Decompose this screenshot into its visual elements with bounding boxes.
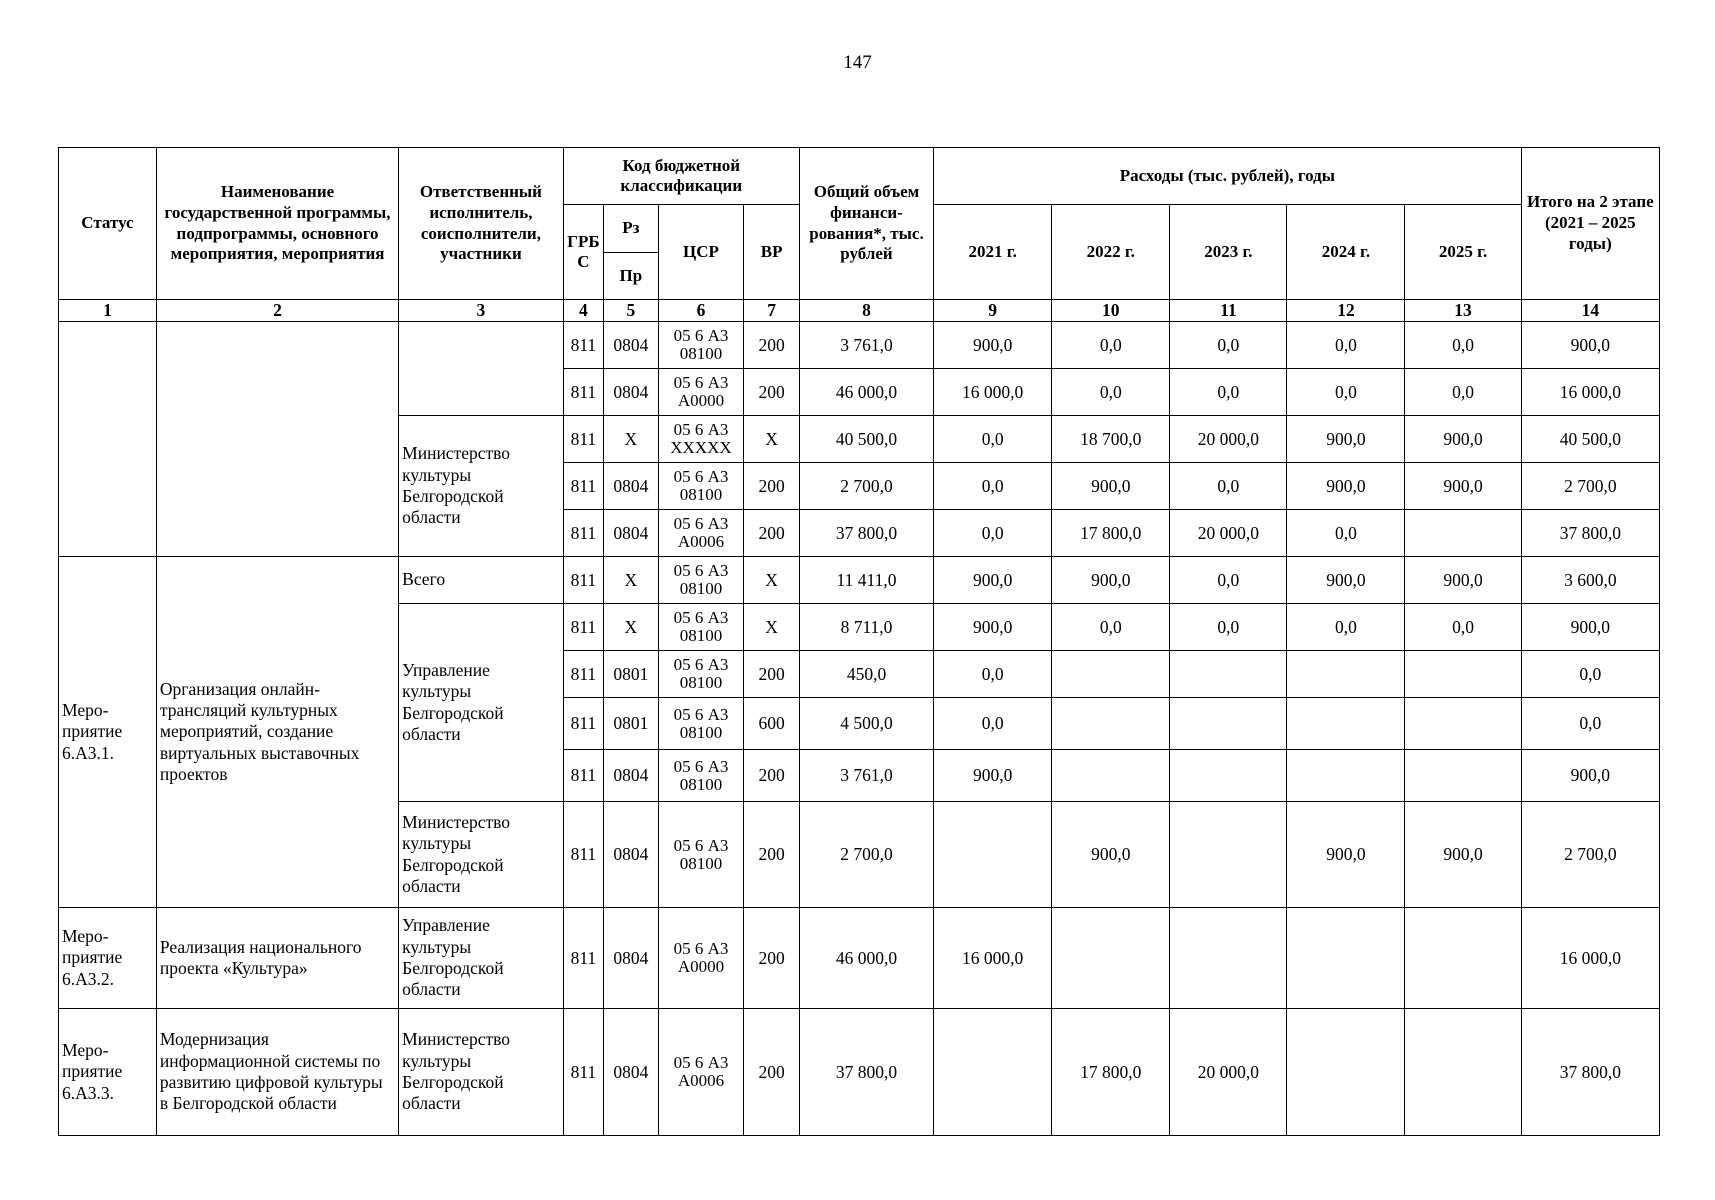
rz-cell: 0801	[604, 698, 659, 750]
header-expenses: Расходы (тыс. рублей), годы	[934, 148, 1522, 205]
year-2023-cell: 0,0	[1170, 557, 1287, 604]
column-number: 9	[934, 300, 1052, 322]
column-number: 6	[658, 300, 744, 322]
year-2021-cell: 0,0	[934, 463, 1052, 510]
status-cell: Меро-приятие 6.А3.2.	[59, 908, 157, 1009]
total-stage-cell: 40 500,0	[1521, 416, 1659, 463]
rz-cell: 0804	[604, 322, 659, 369]
year-2022-cell: 0,0	[1052, 604, 1170, 651]
name-cell: Модернизация информационной системы по развитию цифровой культуры в Белгородской области	[156, 1009, 398, 1136]
year-2025-cell: 0,0	[1405, 604, 1521, 651]
total-volume-cell: 37 800,0	[799, 510, 933, 557]
year-2023-cell: 0,0	[1170, 322, 1287, 369]
year-2023-cell: 20 000,0	[1170, 510, 1287, 557]
column-number: 3	[399, 300, 564, 322]
responsible-cell: Всего	[399, 557, 564, 604]
rz-cell: 0801	[604, 651, 659, 698]
year-2025-cell	[1405, 698, 1521, 750]
year-2024-cell: 900,0	[1287, 463, 1405, 510]
header-grbs: ГРБС	[563, 205, 603, 300]
year-2022-cell	[1052, 750, 1170, 802]
csr-cell: 05 6 А3 А0006	[658, 510, 744, 557]
year-2023-cell: 0,0	[1170, 604, 1287, 651]
grbs-cell: 811	[563, 604, 603, 651]
rz-cell: 0804	[604, 510, 659, 557]
name-cell: Организация онлайн-трансляций культурных мероприятий, создание виртуальных выставочных проектов	[156, 557, 398, 908]
year-2021-cell	[934, 802, 1052, 908]
vr-cell: 600	[744, 698, 800, 750]
rz-cell: 0804	[604, 1009, 659, 1136]
total-stage-cell: 16 000,0	[1521, 369, 1659, 416]
total-stage-cell: 37 800,0	[1521, 510, 1659, 557]
header-total-volume: Общий объем финанси-рования*, тыс. рублей	[799, 148, 933, 300]
vr-cell: Х	[744, 557, 800, 604]
grbs-cell: 811	[563, 510, 603, 557]
csr-cell: 05 6 А3 А0000	[658, 369, 744, 416]
column-number: 2	[156, 300, 398, 322]
year-2022-cell	[1052, 698, 1170, 750]
vr-cell: Х	[744, 604, 800, 651]
responsible-cell: Управление культуры Белгородской области	[399, 604, 564, 802]
column-number: 1	[59, 300, 157, 322]
year-2024-cell	[1287, 698, 1405, 750]
year-2024-cell	[1287, 750, 1405, 802]
total-stage-cell: 900,0	[1521, 322, 1659, 369]
year-2021-cell: 900,0	[934, 750, 1052, 802]
year-2024-cell	[1287, 908, 1405, 1009]
year-2023-cell	[1170, 698, 1287, 750]
year-2025-cell: 900,0	[1405, 416, 1521, 463]
total-volume-cell: 4 500,0	[799, 698, 933, 750]
total-stage-cell: 37 800,0	[1521, 1009, 1659, 1136]
column-number: 10	[1052, 300, 1170, 322]
total-stage-cell: 2 700,0	[1521, 463, 1659, 510]
header-2022: 2022 г.	[1052, 205, 1170, 300]
header-pr: Пр	[604, 253, 659, 300]
responsible-cell	[399, 322, 564, 416]
header-2025: 2025 г.	[1405, 205, 1521, 300]
rz-cell: Х	[604, 416, 659, 463]
vr-cell: 200	[744, 1009, 800, 1136]
table-row	[59, 322, 1660, 369]
year-2024-cell: 0,0	[1287, 510, 1405, 557]
header-name: Наименование государственной программы, подпрограммы, основного мероприятия, мероприятия	[156, 148, 398, 300]
year-2021-cell	[934, 1009, 1052, 1136]
table-row	[59, 908, 1660, 1009]
header-budget-code: Код бюджетной классификации	[563, 148, 799, 205]
year-2021-cell: 0,0	[934, 510, 1052, 557]
total-volume-cell: 11 411,0	[799, 557, 933, 604]
vr-cell: 200	[744, 463, 800, 510]
total-volume-cell: 2 700,0	[799, 802, 933, 908]
total-volume-cell: 37 800,0	[799, 1009, 933, 1136]
year-2024-cell	[1287, 1009, 1405, 1136]
year-2021-cell: 16 000,0	[934, 908, 1052, 1009]
header-vr: ВР	[744, 205, 800, 300]
name-cell	[156, 322, 398, 557]
total-stage-cell: 2 700,0	[1521, 802, 1659, 908]
rz-cell: 0804	[604, 802, 659, 908]
total-stage-cell: 900,0	[1521, 604, 1659, 651]
name-cell: Реализация национального проекта «Культура»	[156, 908, 398, 1009]
total-volume-cell: 3 761,0	[799, 750, 933, 802]
table-row	[59, 1009, 1660, 1136]
csr-cell: 05 6 А3 08100	[658, 698, 744, 750]
grbs-cell: 811	[563, 802, 603, 908]
csr-cell: 05 6 А3 А0000	[658, 908, 744, 1009]
column-number: 5	[604, 300, 659, 322]
grbs-cell: 811	[563, 750, 603, 802]
csr-cell: 05 6 А3 08100	[658, 750, 744, 802]
vr-cell: 200	[744, 322, 800, 369]
year-2021-cell: 900,0	[934, 322, 1052, 369]
rz-cell: Х	[604, 557, 659, 604]
header-2021: 2021 г.	[934, 205, 1052, 300]
year-2025-cell: 0,0	[1405, 369, 1521, 416]
csr-cell: 05 6 А3 08100	[658, 651, 744, 698]
budget-table	[58, 147, 1660, 1136]
column-number: 4	[563, 300, 603, 322]
grbs-cell: 811	[563, 557, 603, 604]
year-2023-cell: 0,0	[1170, 463, 1287, 510]
total-stage-cell: 0,0	[1521, 651, 1659, 698]
column-number-row	[59, 300, 1660, 322]
grbs-cell: 811	[563, 369, 603, 416]
total-stage-cell: 900,0	[1521, 750, 1659, 802]
year-2022-cell: 17 800,0	[1052, 1009, 1170, 1136]
year-2024-cell: 900,0	[1287, 416, 1405, 463]
year-2024-cell: 900,0	[1287, 557, 1405, 604]
rz-cell: 0804	[604, 369, 659, 416]
year-2025-cell: 900,0	[1405, 557, 1521, 604]
header-status: Статус	[59, 148, 157, 300]
year-2023-cell: 20 000,0	[1170, 1009, 1287, 1136]
vr-cell: 200	[744, 510, 800, 557]
csr-cell: 05 6 А3 08100	[658, 557, 744, 604]
header-2023: 2023 г.	[1170, 205, 1287, 300]
year-2025-cell	[1405, 510, 1521, 557]
total-stage-cell: 16 000,0	[1521, 908, 1659, 1009]
rz-cell: 0804	[604, 908, 659, 1009]
year-2023-cell: 20 000,0	[1170, 416, 1287, 463]
responsible-cell: Министерство культуры Белгородской области	[399, 1009, 564, 1136]
grbs-cell: 811	[563, 416, 603, 463]
year-2022-cell: 18 700,0	[1052, 416, 1170, 463]
year-2024-cell: 0,0	[1287, 604, 1405, 651]
rz-cell: 0804	[604, 750, 659, 802]
grbs-cell: 811	[563, 698, 603, 750]
year-2023-cell	[1170, 802, 1287, 908]
year-2022-cell: 900,0	[1052, 463, 1170, 510]
total-volume-cell: 450,0	[799, 651, 933, 698]
column-number: 12	[1287, 300, 1405, 322]
year-2022-cell: 0,0	[1052, 322, 1170, 369]
grbs-cell: 811	[563, 463, 603, 510]
year-2023-cell	[1170, 908, 1287, 1009]
responsible-cell: Управление культуры Белгородской области	[399, 908, 564, 1009]
header-rz: Рз	[604, 205, 659, 253]
status-cell: Меро-приятие 6.А3.1.	[59, 557, 157, 908]
year-2022-cell: 17 800,0	[1052, 510, 1170, 557]
year-2025-cell: 900,0	[1405, 463, 1521, 510]
grbs-cell: 811	[563, 651, 603, 698]
rz-cell: Х	[604, 604, 659, 651]
year-2021-cell: 0,0	[934, 698, 1052, 750]
year-2025-cell: 0,0	[1405, 322, 1521, 369]
total-volume-cell: 40 500,0	[799, 416, 933, 463]
total-volume-cell: 3 761,0	[799, 322, 933, 369]
year-2024-cell	[1287, 651, 1405, 698]
grbs-cell: 811	[563, 908, 603, 1009]
header-responsible: Ответственный исполнитель, соисполнители, участники	[399, 148, 564, 300]
csr-cell: 05 6 А3 А0006	[658, 1009, 744, 1136]
year-2021-cell: 900,0	[934, 604, 1052, 651]
status-cell	[59, 322, 157, 557]
vr-cell: Х	[744, 416, 800, 463]
table-row	[59, 557, 1660, 604]
year-2023-cell	[1170, 750, 1287, 802]
page-number: 147	[843, 52, 872, 73]
year-2025-cell	[1405, 1009, 1521, 1136]
responsible-cell: Министерство культуры Белгородской области	[399, 416, 564, 557]
year-2023-cell: 0,0	[1170, 369, 1287, 416]
total-volume-cell: 8 711,0	[799, 604, 933, 651]
year-2022-cell	[1052, 908, 1170, 1009]
year-2025-cell	[1405, 908, 1521, 1009]
year-2022-cell: 900,0	[1052, 557, 1170, 604]
year-2023-cell	[1170, 651, 1287, 698]
header-total-stage: Итого на 2 этапе (2021 – 2025 годы)	[1521, 148, 1659, 300]
year-2024-cell: 0,0	[1287, 322, 1405, 369]
csr-cell: 05 6 А3 ХХХХХ	[658, 416, 744, 463]
header-2024: 2024 г.	[1287, 205, 1405, 300]
year-2024-cell: 0,0	[1287, 369, 1405, 416]
csr-cell: 05 6 А3 08100	[658, 463, 744, 510]
grbs-cell: 811	[563, 322, 603, 369]
column-number: 8	[799, 300, 933, 322]
column-number: 11	[1170, 300, 1287, 322]
year-2022-cell	[1052, 651, 1170, 698]
csr-cell: 05 6 А3 08100	[658, 802, 744, 908]
vr-cell: 200	[744, 908, 800, 1009]
vr-cell: 200	[744, 651, 800, 698]
year-2021-cell: 0,0	[934, 416, 1052, 463]
year-2025-cell	[1405, 750, 1521, 802]
total-stage-cell: 0,0	[1521, 698, 1659, 750]
year-2025-cell: 900,0	[1405, 802, 1521, 908]
vr-cell: 200	[744, 802, 800, 908]
responsible-cell: Министерство культуры Белгородской области	[399, 802, 564, 908]
csr-cell: 05 6 А3 08100	[658, 604, 744, 651]
year-2022-cell: 0,0	[1052, 369, 1170, 416]
year-2024-cell: 900,0	[1287, 802, 1405, 908]
column-number: 7	[744, 300, 800, 322]
csr-cell: 05 6 А3 08100	[658, 322, 744, 369]
status-cell: Меро-приятие 6.А3.3.	[59, 1009, 157, 1136]
year-2022-cell: 900,0	[1052, 802, 1170, 908]
grbs-cell: 811	[563, 1009, 603, 1136]
year-2021-cell: 900,0	[934, 557, 1052, 604]
vr-cell: 200	[744, 369, 800, 416]
vr-cell: 200	[744, 750, 800, 802]
column-number: 14	[1521, 300, 1659, 322]
total-volume-cell: 46 000,0	[799, 369, 933, 416]
total-volume-cell: 2 700,0	[799, 463, 933, 510]
column-number: 13	[1405, 300, 1521, 322]
total-stage-cell: 3 600,0	[1521, 557, 1659, 604]
rz-cell: 0804	[604, 463, 659, 510]
year-2021-cell: 16 000,0	[934, 369, 1052, 416]
year-2025-cell	[1405, 651, 1521, 698]
year-2021-cell: 0,0	[934, 651, 1052, 698]
total-volume-cell: 46 000,0	[799, 908, 933, 1009]
header-csr: ЦСР	[658, 205, 744, 300]
